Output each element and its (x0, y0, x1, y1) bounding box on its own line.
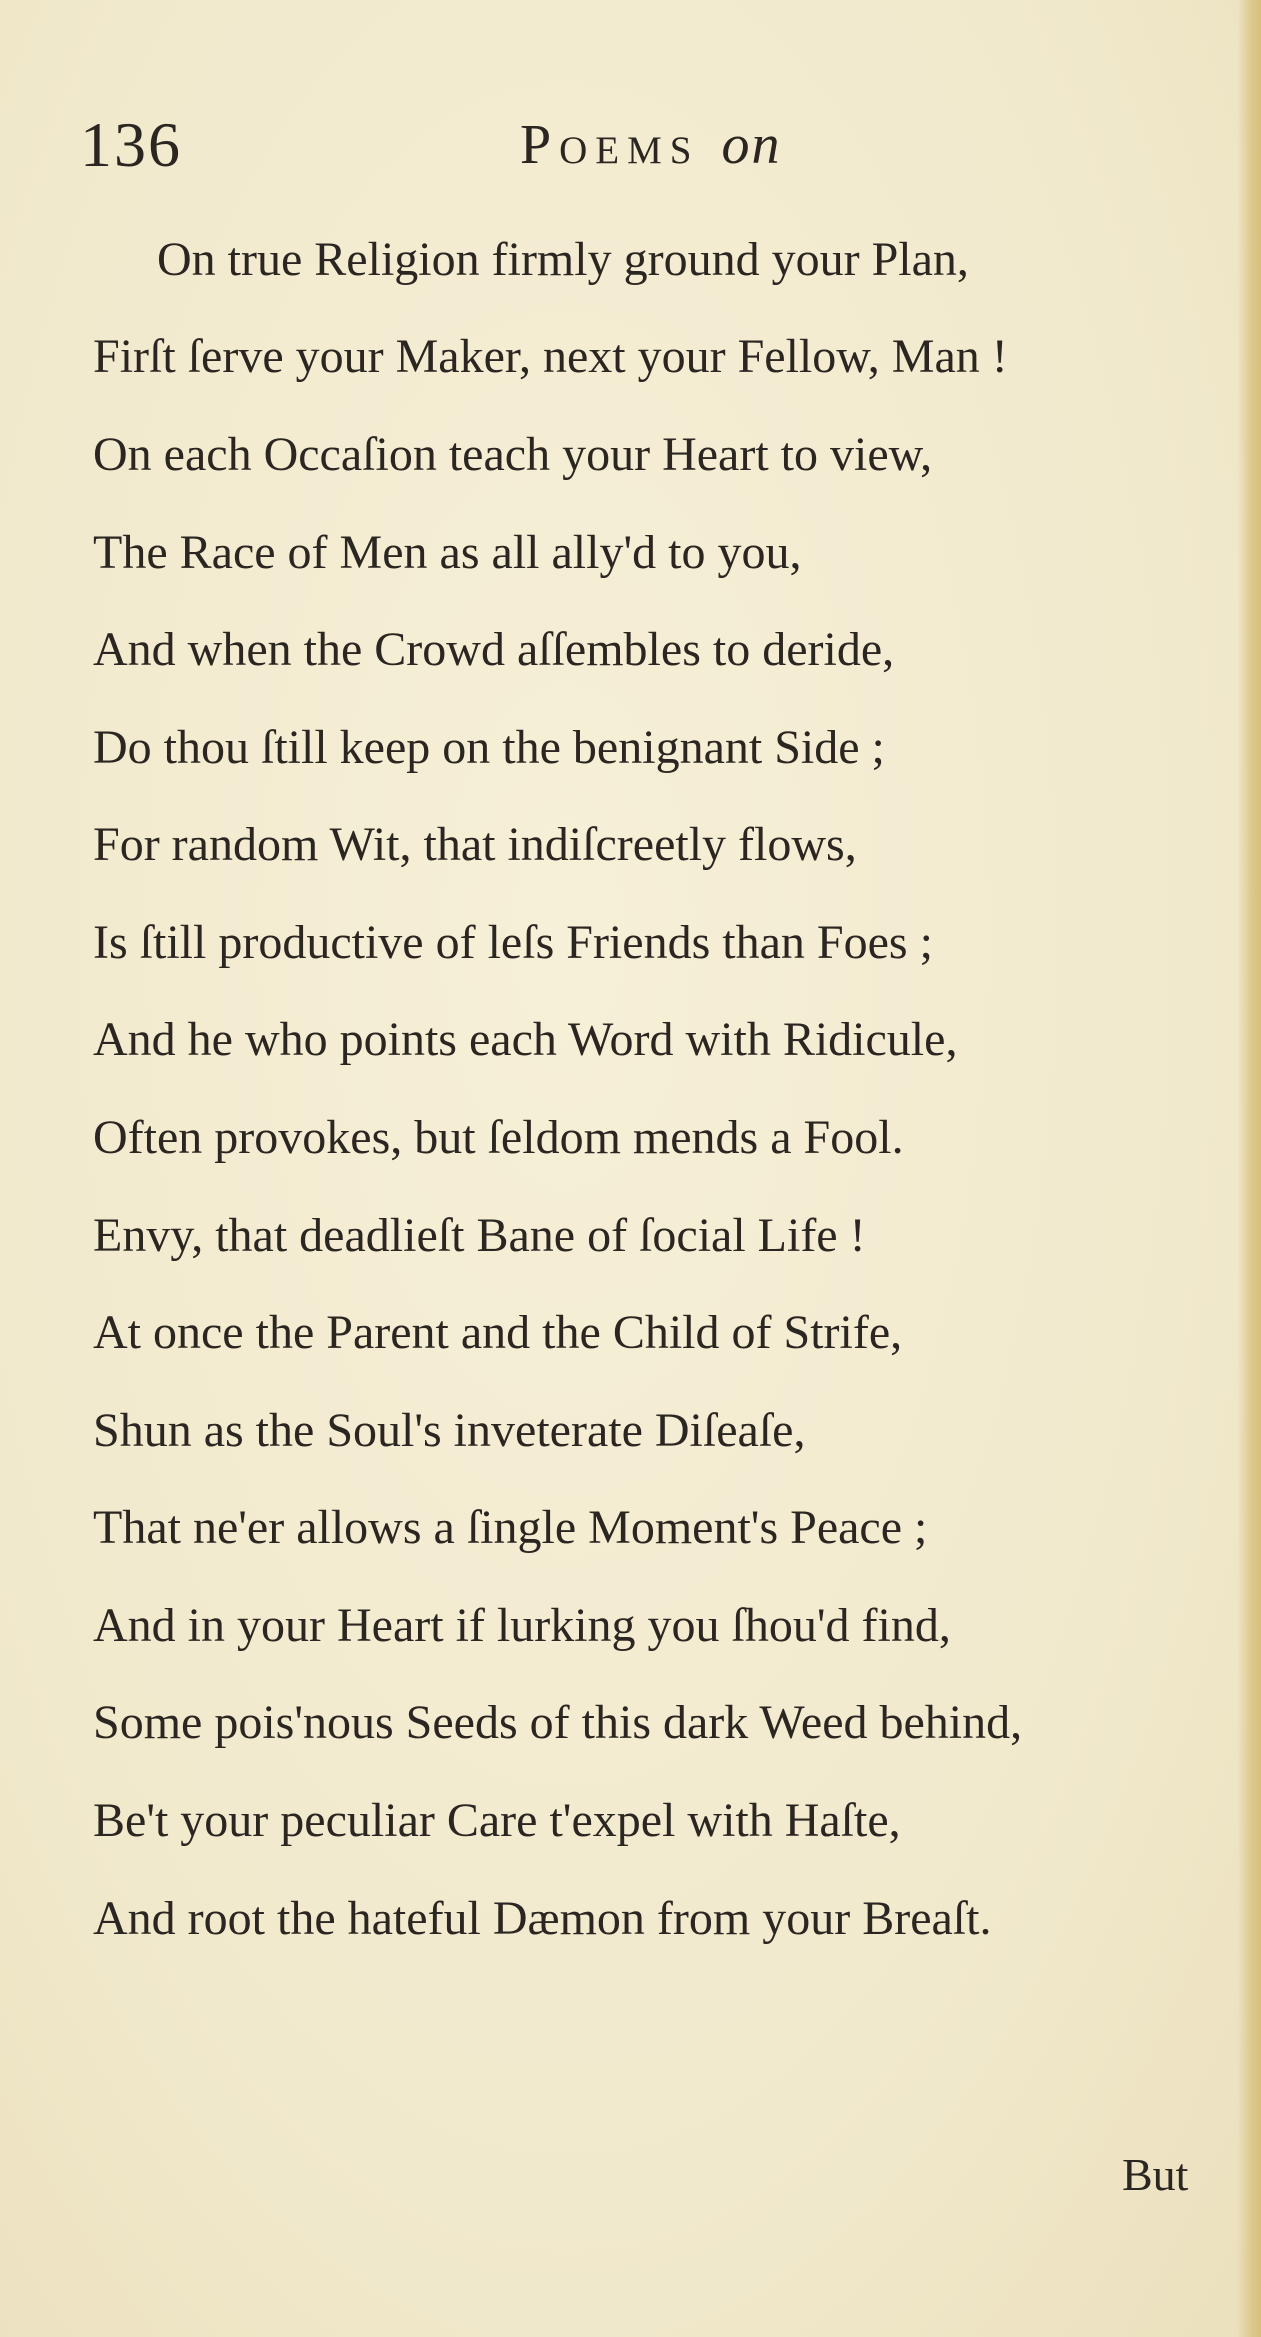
page-header (0, 100, 1261, 190)
poem-line: On true Religion firmly ground your Plan, (157, 233, 969, 286)
poem-line: Shun as the Soul's inveterate Diſeaſe, (93, 1404, 806, 1457)
poem-line: And when the Crowd aſſembles to deride, (93, 623, 895, 676)
running-head (520, 100, 782, 190)
poem-line: Do thou ſtill keep on the benignant Side ; (93, 721, 885, 774)
poem-line: Be't your peculiar Care t'expel with Haſte, (93, 1794, 901, 1847)
page-number: 136 (80, 109, 182, 180)
poem-line: Often provokes, but ſeldom mends a Fool. (93, 1111, 904, 1164)
poem-line: And in your Heart if lurking you ſhou'd find, (93, 1599, 951, 1652)
poem-line: And root the hateful Dæmon from your Breaſt. (93, 1892, 992, 1945)
poem-line: That ne'er allows a ſingle Moment's Peace ; (93, 1501, 928, 1554)
running-head-title: Poems (520, 114, 700, 176)
poem-line: The Race of Men as all ally'd to you, (93, 526, 802, 579)
poem-line: Firſt ſerve your Maker, next your Fellow, Man ! (93, 330, 1008, 383)
running-head-italic: on (721, 114, 782, 176)
catchword: But (1122, 2149, 1189, 2200)
poem-line: Envy, that deadlieſt Bane of ſocial Life ! (93, 1209, 866, 1262)
poem-line: On each Occaſion teach your Heart to view, (93, 428, 933, 481)
poem-line: And he who points each Word with Ridicule, (93, 1013, 958, 1066)
poem-line: Some pois'nous Seeds of this dark Weed behind, (93, 1696, 1023, 1749)
poem-line: For random Wit, that indiſcreetly flows, (93, 818, 857, 871)
poem-line: Is ſtill productive of leſs Friends than Foes ; (93, 916, 933, 969)
poem-line: At once the Parent and the Child of Strife, (93, 1306, 903, 1359)
